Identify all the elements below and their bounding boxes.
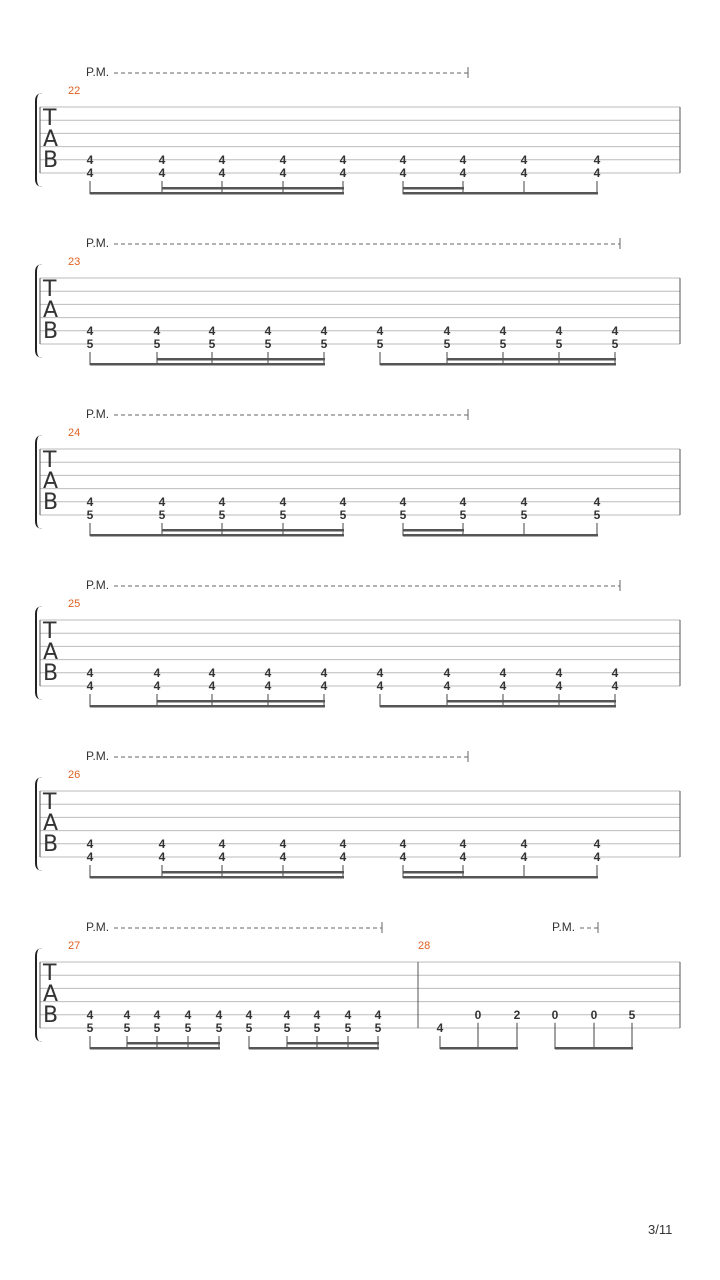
- fret-number: 4: [218, 166, 226, 180]
- fret-number: 4: [376, 679, 384, 693]
- tab-letter: T: [43, 961, 57, 986]
- fret-number: 5: [153, 337, 161, 351]
- tab-letter: B: [43, 661, 59, 686]
- fret-number: 5: [555, 337, 563, 351]
- fret-number: 5: [279, 508, 287, 522]
- fret-number: 4: [499, 665, 507, 680]
- fret-number: 4: [208, 665, 216, 680]
- fret-number: 4: [264, 679, 272, 693]
- tab-letter: A: [43, 469, 59, 494]
- fret-number: 4: [218, 152, 226, 167]
- fret-number: 4: [86, 1007, 94, 1022]
- fret-number: 4: [215, 1007, 223, 1022]
- tab-letter: A: [43, 298, 59, 323]
- fret-number: 5: [264, 337, 272, 351]
- tab-letter: A: [43, 640, 59, 665]
- fret-number: 4: [320, 679, 328, 693]
- beam: [447, 363, 616, 366]
- fret-number: 4: [443, 665, 451, 680]
- fret-number: 5: [184, 1021, 192, 1035]
- fret-number: 4: [245, 1007, 253, 1022]
- fret-number: 4: [158, 166, 166, 180]
- tab-letter: B: [43, 832, 59, 857]
- fret-number: 4: [459, 152, 467, 167]
- fret-number: 4: [86, 679, 94, 693]
- measure-number: 28: [418, 940, 431, 952]
- fret-number: 4: [399, 152, 407, 167]
- beam: [90, 1047, 128, 1050]
- fret-number: 4: [436, 1021, 444, 1035]
- fret-number: 4: [264, 323, 272, 338]
- fret-number: 5: [153, 1021, 161, 1035]
- fret-number: 4: [593, 836, 601, 851]
- beam: [157, 358, 325, 361]
- beam: [249, 1047, 288, 1050]
- fret-number: 4: [459, 166, 467, 180]
- fret-number: 4: [443, 679, 451, 693]
- beam: [90, 192, 163, 195]
- fret-number: 4: [264, 665, 272, 680]
- measure-number: 25: [68, 598, 81, 610]
- beam: [127, 1047, 220, 1050]
- beam: [90, 876, 163, 879]
- fret-number: 4: [279, 850, 287, 864]
- fret-number: 5: [376, 337, 384, 351]
- fret-number: 5: [611, 337, 619, 351]
- fret-number: 4: [153, 665, 161, 680]
- beam: [287, 1042, 379, 1045]
- fret-number: 4: [86, 836, 94, 851]
- fret-number: 4: [158, 494, 166, 509]
- fret-number: 4: [158, 152, 166, 167]
- fret-number: 4: [611, 323, 619, 338]
- fret-number: 4: [279, 836, 287, 851]
- fret-number: 4: [339, 836, 347, 851]
- fret-number: 4: [611, 679, 619, 693]
- fret-number: 4: [555, 323, 563, 338]
- beam: [162, 529, 344, 532]
- fret-number: 4: [374, 1007, 382, 1022]
- fret-number: 5: [218, 508, 226, 522]
- beam: [157, 705, 325, 708]
- measure-number: 27: [68, 940, 81, 952]
- fret-number: 4: [443, 323, 451, 338]
- fret-number: 5: [520, 508, 528, 522]
- fret-number: 4: [153, 323, 161, 338]
- palm-mute-label: P.M.: [86, 65, 110, 79]
- fret-number: 4: [593, 850, 601, 864]
- fret-number: 4: [399, 836, 407, 851]
- fret-number: 5: [86, 337, 94, 351]
- fret-number: 4: [499, 679, 507, 693]
- fret-number: 4: [86, 665, 94, 680]
- fret-number: 4: [218, 850, 226, 864]
- fret-number: 4: [313, 1007, 321, 1022]
- beam: [403, 187, 464, 190]
- fret-number: 5: [374, 1021, 382, 1035]
- fret-number: 5: [86, 508, 94, 522]
- fret-number: 5: [399, 508, 407, 522]
- fret-number: 4: [158, 850, 166, 864]
- fret-number: 4: [399, 494, 407, 509]
- fret-number: 4: [218, 836, 226, 851]
- tab-letter: B: [43, 148, 59, 173]
- fret-number: 4: [593, 152, 601, 167]
- beam: [127, 1042, 220, 1045]
- fret-number: 4: [520, 494, 528, 509]
- fret-number: 4: [208, 679, 216, 693]
- beam: [463, 534, 598, 537]
- fret-number: 4: [376, 665, 384, 680]
- fret-number: 4: [86, 494, 94, 509]
- fret-number: 5: [628, 1007, 636, 1022]
- tab-letter: B: [43, 319, 59, 344]
- beam: [162, 871, 344, 874]
- fret-number: 4: [520, 836, 528, 851]
- fret-number: 4: [320, 665, 328, 680]
- fret-number: 4: [339, 166, 347, 180]
- fret-number: 4: [520, 166, 528, 180]
- beam: [403, 529, 464, 532]
- fret-number: 4: [593, 494, 601, 509]
- tab-letter: B: [43, 1003, 59, 1028]
- beam: [162, 876, 344, 879]
- fret-number: 4: [499, 323, 507, 338]
- beam: [447, 705, 616, 708]
- beam: [380, 363, 448, 366]
- beam: [287, 1047, 379, 1050]
- fret-number: 5: [320, 337, 328, 351]
- measure-number: 26: [68, 769, 81, 781]
- fret-number: 5: [339, 508, 347, 522]
- fret-number: 5: [459, 508, 467, 522]
- fret-number: 4: [339, 850, 347, 864]
- fret-number: 5: [344, 1021, 352, 1035]
- measure-number: 24: [68, 427, 81, 439]
- beam: [440, 1047, 518, 1050]
- beam: [162, 534, 344, 537]
- beam: [403, 876, 464, 879]
- beam: [447, 700, 616, 703]
- page-number: 3/11: [648, 1222, 673, 1237]
- beam: [162, 192, 344, 195]
- fret-number: 4: [86, 323, 94, 338]
- beam: [90, 705, 158, 708]
- measure-number: 23: [68, 256, 81, 268]
- fret-number: 4: [86, 850, 94, 864]
- fret-number: 4: [86, 166, 94, 180]
- fret-number: 4: [86, 152, 94, 167]
- fret-number: 4: [218, 494, 226, 509]
- tab-letter: T: [43, 790, 57, 815]
- fret-number: 4: [399, 850, 407, 864]
- fret-number: 2: [513, 1007, 521, 1022]
- beam: [403, 871, 464, 874]
- beam: [447, 358, 616, 361]
- tab-letter: A: [43, 982, 59, 1007]
- beam: [403, 534, 464, 537]
- tab-letter: B: [43, 490, 59, 515]
- fret-number: 4: [555, 665, 563, 680]
- fret-number: 0: [551, 1007, 559, 1022]
- palm-mute-label: P.M.: [86, 578, 110, 592]
- fret-number: 4: [344, 1007, 352, 1022]
- beam: [90, 363, 158, 366]
- tab-letter: T: [43, 619, 57, 644]
- fret-number: 4: [520, 850, 528, 864]
- palm-mute-label: P.M.: [552, 920, 576, 934]
- fret-number: 4: [283, 1007, 291, 1022]
- palm-mute-label: P.M.: [86, 407, 110, 421]
- fret-number: 5: [283, 1021, 291, 1035]
- fret-number: 5: [443, 337, 451, 351]
- fret-number: 4: [184, 1007, 192, 1022]
- fret-number: 5: [123, 1021, 131, 1035]
- fret-number: 4: [279, 166, 287, 180]
- fret-number: 4: [555, 679, 563, 693]
- tab-letter: A: [43, 127, 59, 152]
- fret-number: 4: [279, 152, 287, 167]
- palm-mute-label: P.M.: [86, 236, 110, 250]
- tab-letter: A: [43, 811, 59, 836]
- fret-number: 4: [459, 494, 467, 509]
- fret-number: 4: [339, 494, 347, 509]
- fret-number: 4: [520, 152, 528, 167]
- fret-number: 4: [339, 152, 347, 167]
- beam: [157, 700, 325, 703]
- fret-number: 5: [215, 1021, 223, 1035]
- tab-letter: T: [43, 106, 57, 131]
- fret-number: 4: [399, 166, 407, 180]
- beam: [162, 187, 344, 190]
- fret-number: 4: [593, 166, 601, 180]
- beam: [403, 192, 464, 195]
- fret-number: 5: [158, 508, 166, 522]
- fret-number: 5: [593, 508, 601, 522]
- fret-number: 4: [459, 836, 467, 851]
- beam: [157, 363, 325, 366]
- beam: [380, 705, 448, 708]
- fret-number: 5: [86, 1021, 94, 1035]
- fret-number: 5: [245, 1021, 253, 1035]
- fret-number: 4: [376, 323, 384, 338]
- beam: [555, 1047, 633, 1050]
- measure-number: 22: [68, 85, 81, 97]
- fret-number: 5: [499, 337, 507, 351]
- beam: [463, 876, 598, 879]
- tab-letter: T: [43, 277, 57, 302]
- tab-letter: T: [43, 448, 57, 473]
- fret-number: 5: [208, 337, 216, 351]
- fret-number: 4: [320, 323, 328, 338]
- fret-number: 4: [208, 323, 216, 338]
- fret-number: 0: [590, 1007, 598, 1022]
- fret-number: 4: [279, 494, 287, 509]
- fret-number: 4: [153, 679, 161, 693]
- fret-number: 5: [313, 1021, 321, 1035]
- fret-number: 4: [158, 836, 166, 851]
- fret-number: 4: [611, 665, 619, 680]
- beam: [463, 192, 598, 195]
- beam: [90, 534, 163, 537]
- fret-number: 4: [153, 1007, 161, 1022]
- palm-mute-label: P.M.: [86, 749, 110, 763]
- fret-number: 4: [459, 850, 467, 864]
- fret-number: 0: [474, 1007, 482, 1022]
- palm-mute-label: P.M.: [86, 920, 110, 934]
- fret-number: 4: [123, 1007, 131, 1022]
